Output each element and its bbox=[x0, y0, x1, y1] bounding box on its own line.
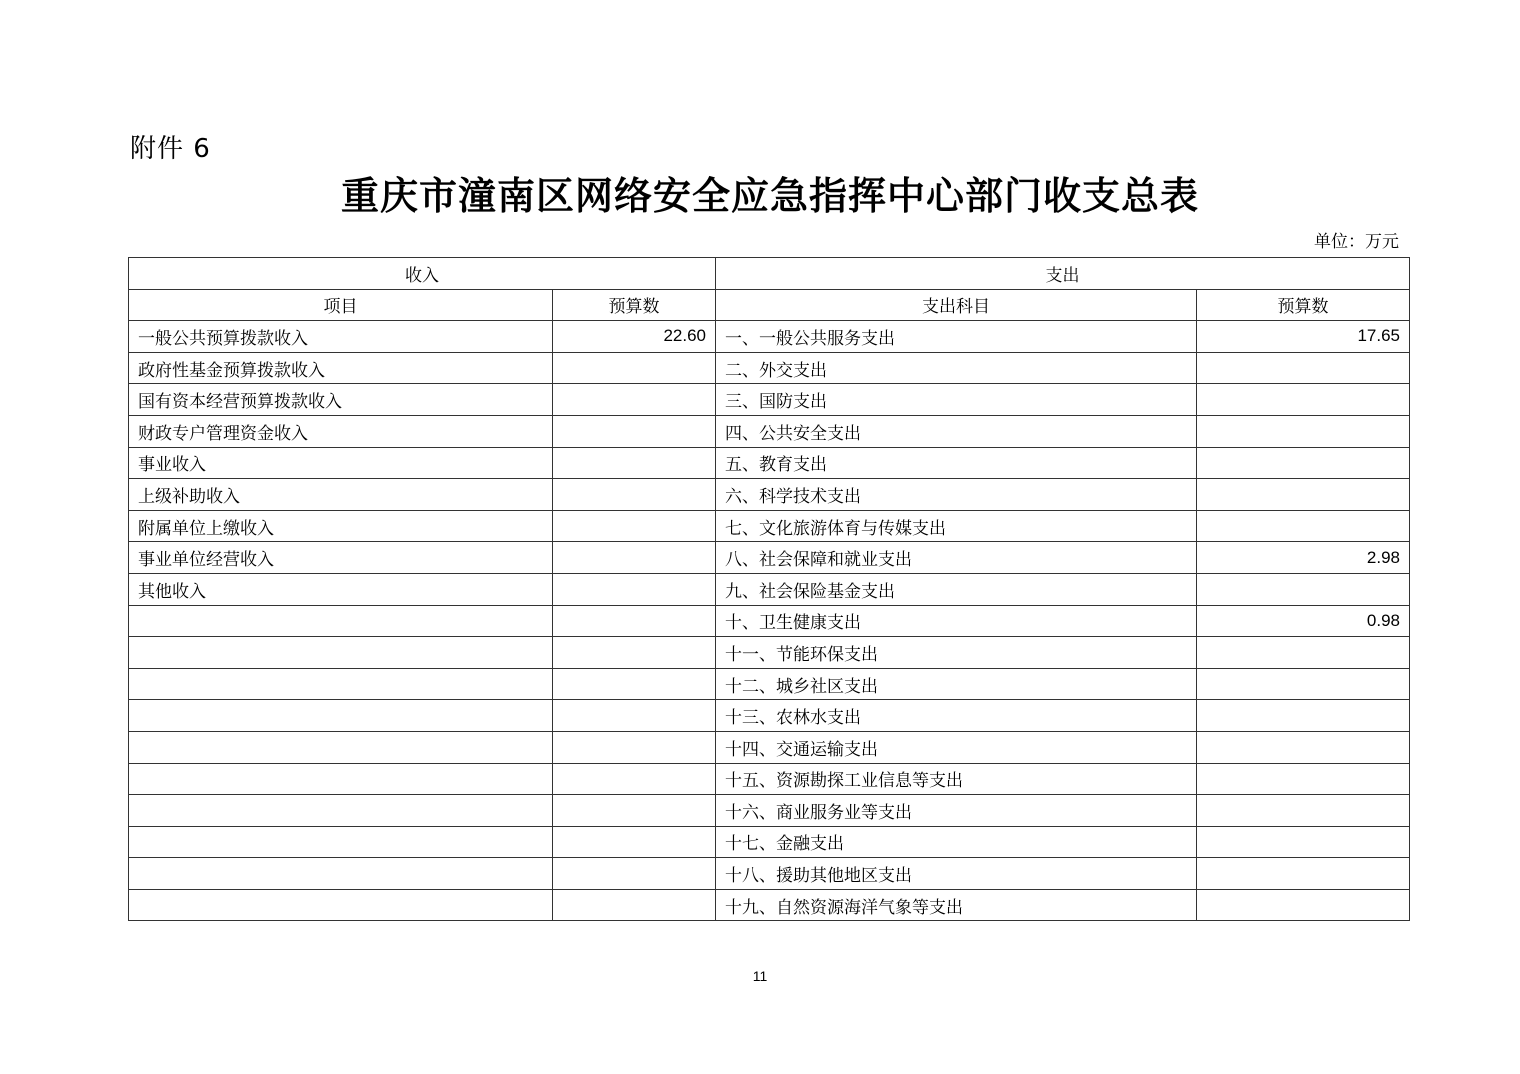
expenditure-budget-cell bbox=[1197, 479, 1410, 511]
expenditure-budget-header: 预算数 bbox=[1197, 289, 1410, 321]
expenditure-budget-cell bbox=[1197, 668, 1410, 700]
income-budget-cell bbox=[553, 510, 716, 542]
expenditure-budget-cell bbox=[1197, 510, 1410, 542]
income-item-cell bbox=[129, 731, 553, 763]
expenditure-item-cell: 十、卫生健康支出 bbox=[716, 605, 1197, 637]
expenditure-item-cell: 二、外交支出 bbox=[716, 352, 1197, 384]
income-budget-cell bbox=[553, 479, 716, 511]
income-budget-cell bbox=[553, 858, 716, 890]
expenditure-budget-cell: 17.65 bbox=[1197, 321, 1410, 353]
income-item-cell bbox=[129, 858, 553, 890]
income-budget-cell bbox=[553, 889, 716, 921]
table-row bbox=[129, 321, 1410, 353]
income-item-cell: 其他收入 bbox=[129, 573, 553, 605]
expenditure-group-header: 支出 bbox=[716, 258, 1410, 290]
expenditure-item-cell: 十八、援助其他地区支出 bbox=[716, 858, 1197, 890]
expenditure-item-cell: 八、社会保障和就业支出 bbox=[716, 542, 1197, 574]
table-row bbox=[129, 384, 1410, 416]
expenditure-item-cell: 十一、节能环保支出 bbox=[716, 637, 1197, 669]
expenditure-budget-cell bbox=[1197, 637, 1410, 669]
expenditure-budget-cell bbox=[1197, 731, 1410, 763]
group-header-row bbox=[129, 258, 1410, 290]
income-item-cell bbox=[129, 889, 553, 921]
table-row bbox=[129, 668, 1410, 700]
income-item-header: 项目 bbox=[129, 289, 553, 321]
expenditure-item-cell: 九、社会保险基金支出 bbox=[716, 573, 1197, 605]
income-item-cell: 上级补助收入 bbox=[129, 479, 553, 511]
income-item-cell bbox=[129, 605, 553, 637]
attachment-label: 附件 6 bbox=[130, 134, 211, 164]
table-row bbox=[129, 510, 1410, 542]
income-item-cell bbox=[129, 826, 553, 858]
expenditure-budget-cell bbox=[1197, 384, 1410, 416]
income-budget-cell bbox=[553, 352, 716, 384]
income-budget-cell bbox=[553, 637, 716, 669]
expenditure-budget-cell bbox=[1197, 447, 1410, 479]
expenditure-item-cell: 六、科学技术支出 bbox=[716, 479, 1197, 511]
page-title: 重庆市潼南区网络安全应急指挥中心部门收支总表 bbox=[340, 173, 1199, 218]
expenditure-item-cell: 七、文化旅游体育与传媒支出 bbox=[716, 510, 1197, 542]
income-budget-cell bbox=[553, 795, 716, 827]
table-row bbox=[129, 795, 1410, 827]
income-budget-cell bbox=[553, 447, 716, 479]
table-row bbox=[129, 352, 1410, 384]
expenditure-budget-cell bbox=[1197, 573, 1410, 605]
table-row bbox=[129, 605, 1410, 637]
table-row bbox=[129, 479, 1410, 511]
expenditure-item-cell: 十三、农林水支出 bbox=[716, 700, 1197, 732]
income-budget-cell bbox=[553, 573, 716, 605]
expenditure-item-cell: 十六、商业服务业等支出 bbox=[716, 795, 1197, 827]
income-budget-cell bbox=[553, 668, 716, 700]
expenditure-budget-cell bbox=[1197, 352, 1410, 384]
unit-label: 单位：万元 bbox=[1314, 232, 1399, 252]
income-budget-cell: 22.60 bbox=[553, 321, 716, 353]
table-row bbox=[129, 447, 1410, 479]
table-row bbox=[129, 415, 1410, 447]
income-group-header: 收入 bbox=[129, 258, 716, 290]
expenditure-budget-cell bbox=[1197, 415, 1410, 447]
income-item-cell bbox=[129, 700, 553, 732]
table-row bbox=[129, 858, 1410, 890]
column-header-row bbox=[129, 289, 1410, 321]
table-row bbox=[129, 731, 1410, 763]
income-budget-cell bbox=[553, 731, 716, 763]
expenditure-budget-cell: 0.98 bbox=[1197, 605, 1410, 637]
income-item-cell: 国有资本经营预算拨款收入 bbox=[129, 384, 553, 416]
expenditure-item-cell: 四、公共安全支出 bbox=[716, 415, 1197, 447]
income-budget-header: 预算数 bbox=[553, 289, 716, 321]
income-item-cell: 附属单位上缴收入 bbox=[129, 510, 553, 542]
income-item-cell: 财政专户管理资金收入 bbox=[129, 415, 553, 447]
table-row bbox=[129, 889, 1410, 921]
table-row bbox=[129, 637, 1410, 669]
income-item-cell bbox=[129, 763, 553, 795]
budget-summary-table bbox=[128, 257, 1410, 921]
expenditure-budget-cell bbox=[1197, 795, 1410, 827]
page-number: 11 bbox=[752, 968, 768, 984]
table-row bbox=[129, 826, 1410, 858]
expenditure-budget-cell bbox=[1197, 889, 1410, 921]
expenditure-item-cell: 五、教育支出 bbox=[716, 447, 1197, 479]
expenditure-item-cell: 十九、自然资源海洋气象等支出 bbox=[716, 889, 1197, 921]
income-budget-cell bbox=[553, 826, 716, 858]
income-item-cell: 事业收入 bbox=[129, 447, 553, 479]
income-item-cell bbox=[129, 637, 553, 669]
income-item-cell: 一般公共预算拨款收入 bbox=[129, 321, 553, 353]
expenditure-item-cell: 十二、城乡社区支出 bbox=[716, 668, 1197, 700]
expenditure-budget-cell: 2.98 bbox=[1197, 542, 1410, 574]
table-row bbox=[129, 700, 1410, 732]
expenditure-budget-cell bbox=[1197, 763, 1410, 795]
income-budget-cell bbox=[553, 700, 716, 732]
expenditure-item-cell: 十七、金融支出 bbox=[716, 826, 1197, 858]
table-row bbox=[129, 573, 1410, 605]
income-budget-cell bbox=[553, 384, 716, 416]
income-item-cell: 事业单位经营收入 bbox=[129, 542, 553, 574]
income-budget-cell bbox=[553, 763, 716, 795]
table-row bbox=[129, 542, 1410, 574]
expenditure-item-cell: 三、国防支出 bbox=[716, 384, 1197, 416]
income-budget-cell bbox=[553, 605, 716, 637]
expenditure-item-cell: 一、一般公共服务支出 bbox=[716, 321, 1197, 353]
expenditure-budget-cell bbox=[1197, 700, 1410, 732]
expenditure-budget-cell bbox=[1197, 858, 1410, 890]
income-item-cell bbox=[129, 668, 553, 700]
income-item-cell bbox=[129, 795, 553, 827]
income-budget-cell bbox=[553, 542, 716, 574]
table-row bbox=[129, 763, 1410, 795]
expenditure-item-header: 支出科目 bbox=[716, 289, 1197, 321]
expenditure-budget-cell bbox=[1197, 826, 1410, 858]
income-item-cell: 政府性基金预算拨款收入 bbox=[129, 352, 553, 384]
expenditure-item-cell: 十五、资源勘探工业信息等支出 bbox=[716, 763, 1197, 795]
expenditure-item-cell: 十四、交通运输支出 bbox=[716, 731, 1197, 763]
income-budget-cell bbox=[553, 415, 716, 447]
